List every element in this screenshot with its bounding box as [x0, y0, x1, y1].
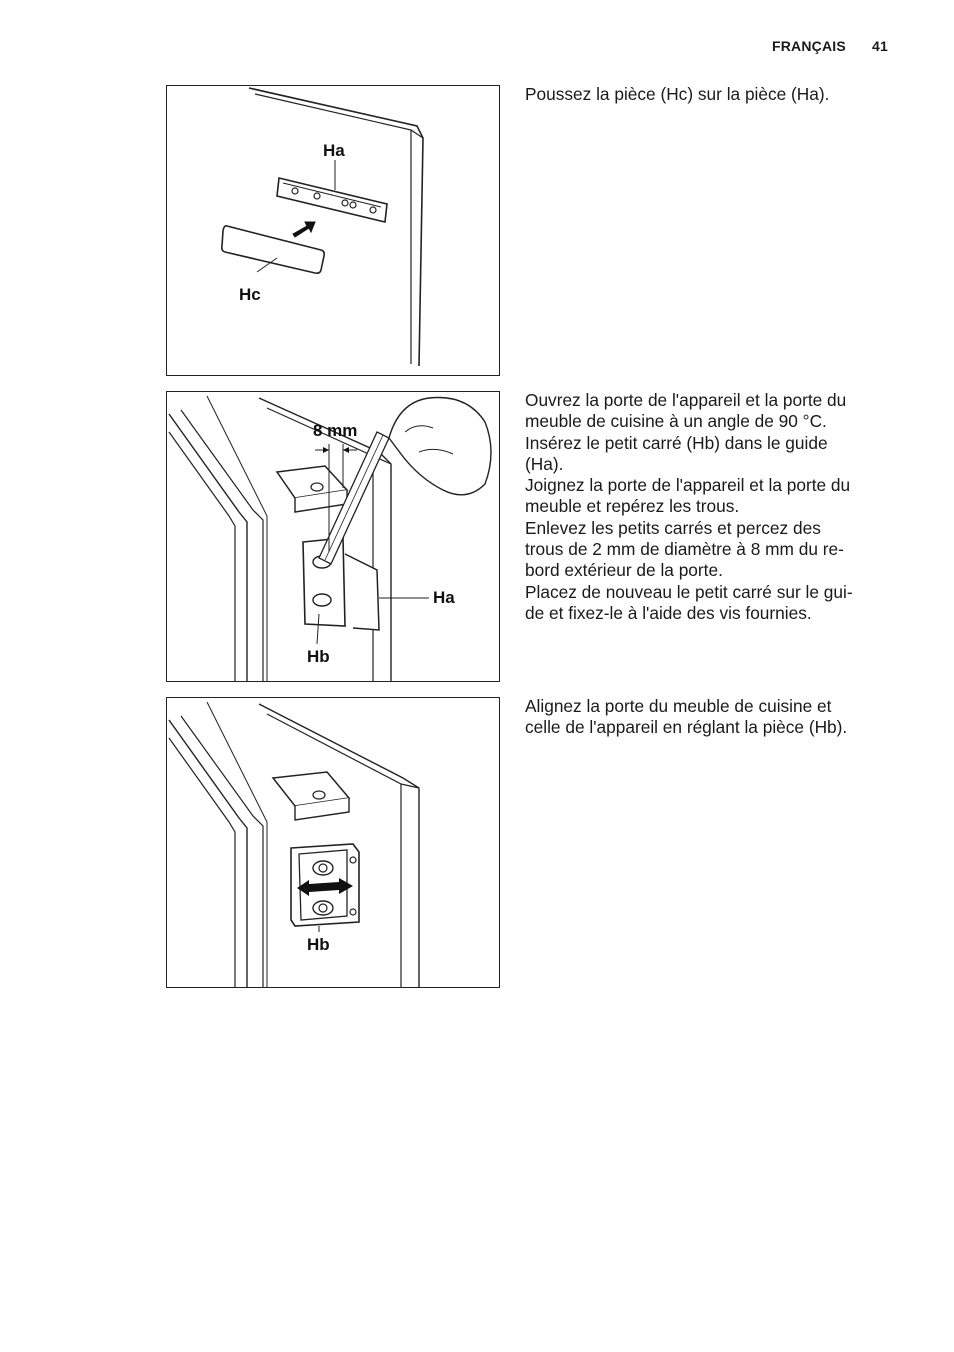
step-1-instructions [525, 84, 895, 105]
instruction-line: Alignez la porte du meuble de cuisine et [525, 696, 832, 716]
step-3-instructions [525, 696, 895, 739]
instruction-line: Enlevez les petits carrés et percez des [525, 517, 821, 538]
illustration-door-panel [167, 86, 500, 376]
figure-drill-holes [166, 391, 500, 682]
instruction-line: meuble de cuisine à un angle de 90 °C. [525, 411, 827, 432]
push-arrow-icon [293, 222, 315, 237]
instruction-line: Insérez le petit carré (Hb) dans le guide [525, 432, 828, 453]
instruction-line: Joignez la porte de l'appareil et la porte du [525, 475, 851, 496]
instruction-line: trous de 2 mm de diamètre à 8 mm du re- [525, 539, 844, 560]
label-hc: Hc [239, 285, 261, 304]
label-hb: Hb [307, 935, 330, 954]
figure-align-doors [166, 697, 500, 988]
figure-push-hc-onto-ha [166, 85, 500, 376]
label-ha: Ha [323, 141, 345, 160]
instruction-line: de et fixez-le à l'aide des vis fournies. [525, 602, 812, 623]
page-header [772, 38, 888, 54]
instruction-line: Placez de nouveau le petit carré sur le gui- [525, 581, 853, 602]
instruction-line: (Ha). [525, 453, 564, 474]
hand-illustration [389, 398, 491, 495]
label-ha: Ha [433, 588, 455, 607]
illustration-hinge-adjust [167, 698, 500, 988]
ha-bracket [277, 178, 387, 222]
hc-piece [222, 226, 324, 273]
language-label: FRANÇAIS [771, 38, 846, 54]
illustration-hinge-drilling [167, 392, 500, 682]
instruction-line: Ouvrez la porte de l'appareil et la porte du [525, 390, 847, 410]
label-hb: Hb [307, 647, 330, 666]
instruction-line: celle de l'appareil en réglant la pièce (Hb). [525, 717, 848, 738]
page-number: 41 [872, 38, 888, 54]
step-2-instructions [525, 390, 895, 624]
label-8mm: 8 mm [313, 421, 358, 440]
instruction-line: meuble et repérez les trous. [525, 496, 740, 517]
instruction-line: bord extérieur de la porte. [525, 560, 723, 581]
instruction-line: Poussez la pièce (Hc) sur la pièce (Ha). [525, 84, 830, 104]
